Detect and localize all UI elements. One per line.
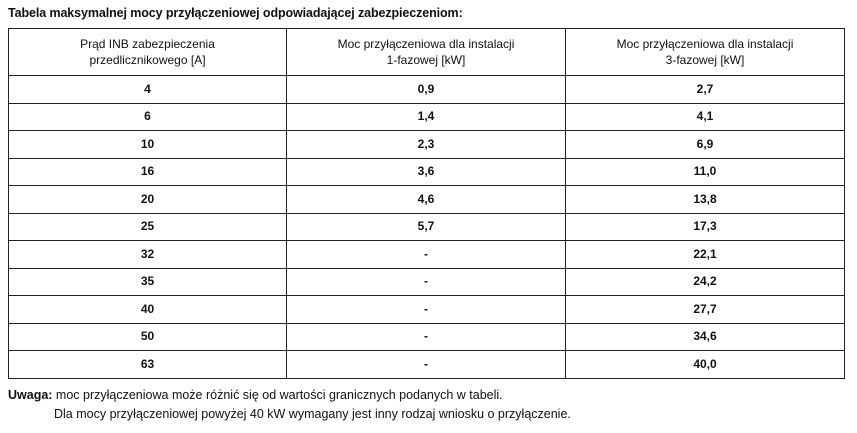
- column-header-three-phase: [566, 29, 845, 76]
- cell-current: 16: [9, 158, 287, 186]
- column-header-single-phase-line2: 1-fazowej [kW]: [386, 53, 466, 67]
- table-header-row: [9, 29, 845, 76]
- table-row: [9, 103, 845, 131]
- cell-current: 25: [9, 213, 287, 241]
- cell-single-phase: -: [287, 296, 566, 324]
- cell-current: 20: [9, 186, 287, 214]
- cell-current: 40: [9, 296, 287, 324]
- column-header-single-phase: [287, 29, 566, 76]
- cell-single-phase: 4,6: [287, 186, 566, 214]
- note-line-1: [8, 386, 848, 405]
- power-table: [8, 28, 845, 379]
- cell-single-phase: 3,6: [287, 158, 566, 186]
- cell-current: 6: [9, 103, 287, 131]
- cell-three-phase: 13,8: [566, 186, 845, 214]
- table-row: [9, 213, 845, 241]
- table-row: [9, 351, 845, 379]
- table-body: [9, 76, 845, 379]
- column-header-current: [9, 29, 287, 76]
- table-row: [9, 268, 845, 296]
- cell-three-phase: 22,1: [566, 241, 845, 269]
- cell-current: 50: [9, 323, 287, 351]
- table-header: [9, 29, 845, 76]
- column-header-current-line2: przedlicznikowego [A]: [89, 53, 206, 67]
- column-header-three-phase-line2: 3-fazowej [kW]: [665, 53, 745, 67]
- cell-three-phase: 27,7: [566, 296, 845, 324]
- table-row: [9, 241, 845, 269]
- cell-three-phase: 24,2: [566, 268, 845, 296]
- cell-three-phase: 11,0: [566, 158, 845, 186]
- table-row: [9, 158, 845, 186]
- cell-single-phase: -: [287, 351, 566, 379]
- cell-three-phase: 40,0: [566, 351, 845, 379]
- table-row: [9, 296, 845, 324]
- page-title: Tabela maksymalnej mocy przyłączeniowej odpowiadającej zabezpieczeniom:: [8, 6, 463, 20]
- cell-current: 63: [9, 351, 287, 379]
- cell-three-phase: 34,6: [566, 323, 845, 351]
- cell-three-phase: 6,9: [566, 131, 845, 159]
- cell-single-phase: 5,7: [287, 213, 566, 241]
- note-line-2: Dla mocy przyłączeniowej powyżej 40 kW wymagany jest inny rodzaj wniosku o przyłączenie.: [54, 407, 571, 422]
- table-row: [9, 131, 845, 159]
- note-text-1: moc przyłączeniowa może różnić się od wartości granicznych podanych w tabeli.: [52, 388, 503, 402]
- cell-single-phase: -: [287, 323, 566, 351]
- column-header-single-phase-line1: Moc przyłączeniowa dla instalacji: [337, 36, 515, 51]
- note-block: [8, 386, 848, 425]
- cell-single-phase: -: [287, 268, 566, 296]
- cell-three-phase: 17,3: [566, 213, 845, 241]
- cell-single-phase: 1,4: [287, 103, 566, 131]
- cell-single-phase: -: [287, 241, 566, 269]
- cell-three-phase: 4,1: [566, 103, 845, 131]
- cell-single-phase: 0,9: [287, 76, 566, 104]
- column-header-current-line1: Prąd INB zabezpieczenia: [80, 36, 215, 51]
- cell-current: 32: [9, 241, 287, 269]
- column-header-three-phase-line1: Moc przyłączeniowa dla instalacji: [616, 36, 794, 51]
- table-row: [9, 76, 845, 104]
- cell-current: 35: [9, 268, 287, 296]
- cell-current: 4: [9, 76, 287, 104]
- table-row: [9, 186, 845, 214]
- note-label: Uwaga:: [8, 388, 53, 402]
- cell-single-phase: 2,3: [287, 131, 566, 159]
- cell-three-phase: 2,7: [566, 76, 845, 104]
- cell-current: 10: [9, 131, 287, 159]
- table-row: [9, 323, 845, 351]
